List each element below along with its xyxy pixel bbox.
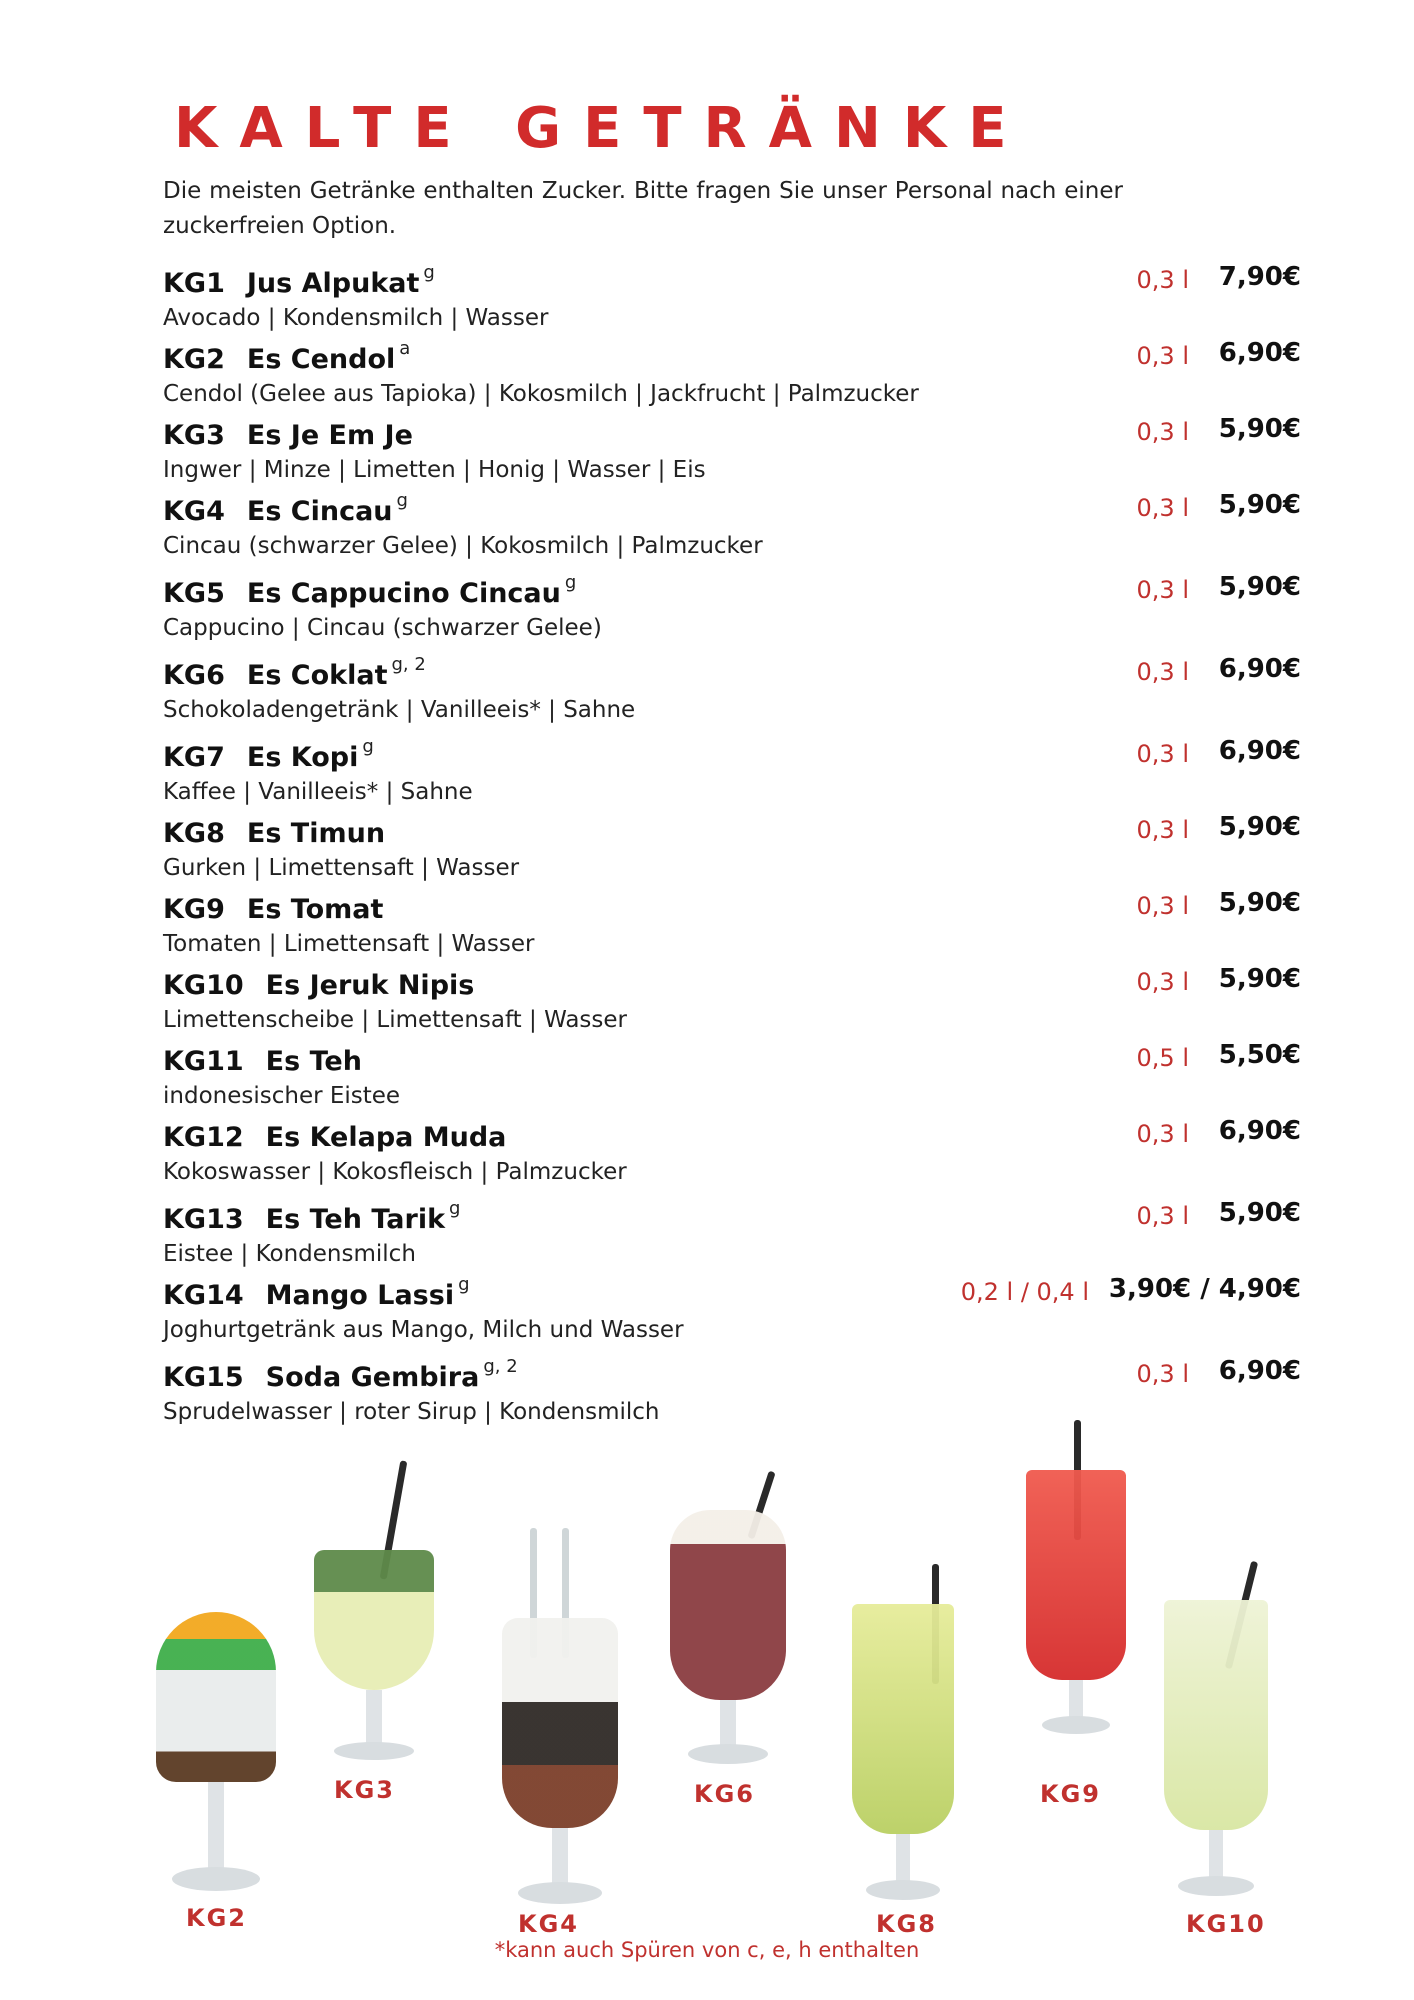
item-description: Gurken | Limettensaft | Wasser — [163, 855, 520, 881]
item-size: 0,2 l / 0,4 l — [960, 1278, 1089, 1306]
item-name: Es Kelapa Muda — [265, 1122, 507, 1153]
menu-item — [163, 654, 1301, 736]
intro-text: Die meisten Getränke enthalten Zucker. Bitte fragen Sie unser Personal nach einer zuckerfreien Option. — [163, 178, 1123, 239]
item-size: 0,3 l — [1136, 266, 1189, 294]
item-price: 6,90€ — [1218, 1356, 1301, 1386]
menu-item — [163, 736, 1301, 812]
item-code: KG6 — [163, 660, 225, 691]
item-size: 0,3 l — [1136, 494, 1189, 522]
footnote: *kann auch Spüren von c, e, h enthalten — [494, 1938, 920, 1962]
item-name: Es Cappucino Cincau — [246, 578, 561, 609]
photo-label-kg3: KG3 — [334, 1776, 395, 1804]
photo-label-kg4: KG4 — [518, 1910, 579, 1938]
item-name: Es Jeruk Nipis — [265, 970, 475, 1001]
item-description: Sprudelwasser | roter Sirup | Kondensmilch — [163, 1399, 660, 1425]
item-description: Tomaten | Limettensaft | Wasser — [163, 931, 535, 957]
item-code: KG10 — [163, 970, 244, 1001]
item-description: Cappucino | Cincau (schwarzer Gelee) — [163, 615, 602, 641]
allergen-mark: g — [449, 1198, 461, 1219]
item-price: 5,90€ — [1218, 964, 1301, 994]
menu-item — [163, 414, 1301, 490]
drink-photo-kg6 — [670, 1470, 786, 1770]
allergen-mark: a — [399, 338, 411, 359]
item-name: Es Cendol — [246, 344, 396, 375]
item-description: Schokoladengetränk | Vanilleeis* | Sahne — [163, 697, 636, 723]
item-price: 6,90€ — [1218, 338, 1301, 368]
item-code: KG1 — [163, 268, 225, 299]
item-name: Es Teh — [265, 1046, 362, 1077]
item-code: KG8 — [163, 818, 225, 849]
menu-item — [163, 262, 1301, 338]
item-price: 5,90€ — [1218, 572, 1301, 602]
page-title: KALTE GETRÄNKE — [174, 96, 1029, 161]
menu-item — [163, 888, 1301, 964]
item-description: Limettenscheibe | Limettensaft | Wasser — [163, 1007, 628, 1033]
item-code: KG2 — [163, 344, 225, 375]
item-code: KG11 — [163, 1046, 244, 1077]
item-name: Mango Lassi — [265, 1280, 455, 1311]
allergen-mark: g — [564, 572, 577, 593]
item-name: Jus Alpukat — [246, 268, 420, 299]
menu-item — [163, 1274, 1301, 1356]
item-name: Soda Gembira — [265, 1362, 480, 1393]
item-description: Avocado | Kondensmilch | Wasser — [163, 305, 549, 331]
item-description: Ingwer | Minze | Limetten | Honig | Wasser | Eis — [163, 457, 706, 483]
allergen-mark: g — [458, 1274, 470, 1295]
allergen-mark: g — [362, 736, 374, 757]
item-size: 0,3 l — [1136, 576, 1189, 604]
item-name: Es Teh Tarik — [265, 1204, 446, 1235]
item-name: Es Kopi — [246, 742, 359, 773]
drink-menu — [163, 262, 1301, 1438]
menu-item — [163, 338, 1301, 414]
item-name: Es Timun — [246, 818, 386, 849]
item-description: Kaffee | Vanilleeis* | Sahne — [163, 779, 473, 805]
item-description: Eistee | Kondensmilch — [163, 1241, 416, 1267]
item-size: 0,3 l — [1136, 342, 1189, 370]
photo-label-kg2: KG2 — [186, 1904, 247, 1932]
photo-label-kg8: KG8 — [876, 1910, 937, 1938]
item-name: Es Je Em Je — [246, 420, 413, 451]
item-code: KG5 — [163, 578, 225, 609]
item-name: Es Coklat — [246, 660, 388, 691]
item-price: 6,90€ — [1218, 654, 1301, 684]
item-price: 5,90€ — [1218, 414, 1301, 444]
allergen-mark: g, 2 — [483, 1356, 518, 1377]
item-name: Es Cincau — [246, 496, 393, 527]
item-size: 0,3 l — [1136, 892, 1189, 920]
item-price: 6,90€ — [1218, 736, 1301, 766]
item-description: indonesischer Eistee — [163, 1083, 401, 1109]
item-description: Cendol (Gelee aus Tapioka) | Kokosmilch | Jackfrucht | Palmzucker — [163, 381, 919, 407]
item-price: 5,90€ — [1218, 490, 1301, 520]
allergen-mark: g — [396, 490, 408, 511]
item-price: 5,90€ — [1218, 1198, 1301, 1228]
menu-item — [163, 1356, 1301, 1438]
item-code: KG4 — [163, 496, 225, 527]
menu-item — [163, 1116, 1301, 1198]
item-code: KG13 — [163, 1204, 244, 1235]
photo-label-kg10: KG10 — [1186, 1910, 1266, 1938]
item-code: KG9 — [163, 894, 225, 925]
item-description: Cincau (schwarzer Gelee) | Kokosmilch | Palmzucker — [163, 533, 763, 559]
item-description: Joghurtgetränk aus Mango, Milch und Wasser — [163, 1317, 684, 1343]
item-price: 5,90€ — [1218, 812, 1301, 842]
menu-item — [163, 1040, 1301, 1116]
item-size: 0,5 l — [1136, 1044, 1189, 1072]
item-code: KG3 — [163, 420, 225, 451]
item-price: 3,90€ / 4,90€ — [1108, 1274, 1301, 1304]
item-code: KG15 — [163, 1362, 244, 1393]
drink-photo-kg3 — [314, 1460, 434, 1760]
item-price: 6,90€ — [1218, 1116, 1301, 1146]
item-price: 5,90€ — [1218, 888, 1301, 918]
item-size: 0,3 l — [1136, 1120, 1189, 1148]
item-description: Kokoswasser | Kokosfleisch | Palmzucker — [163, 1159, 627, 1185]
item-code: KG7 — [163, 742, 225, 773]
item-price: 7,90€ — [1218, 262, 1301, 292]
photo-label-kg9: KG9 — [1040, 1780, 1101, 1808]
drink-photo-kg2 — [152, 1612, 280, 1902]
menu-item — [163, 490, 1301, 572]
menu-item — [163, 1198, 1301, 1274]
menu-item — [163, 812, 1301, 888]
item-size: 0,3 l — [1136, 968, 1189, 996]
allergen-mark: g — [423, 262, 435, 283]
menu-item — [163, 964, 1301, 1040]
item-code: KG12 — [163, 1122, 244, 1153]
drink-photo-kg9 — [1026, 1420, 1126, 1760]
item-size: 0,3 l — [1136, 1202, 1189, 1230]
item-code: KG14 — [163, 1280, 244, 1311]
allergen-mark: g, 2 — [391, 654, 426, 675]
item-size: 0,3 l — [1136, 740, 1189, 768]
photo-label-kg6: KG6 — [694, 1780, 755, 1808]
drink-photo-kg4 — [500, 1528, 620, 1916]
drink-photo-kg10 — [1164, 1560, 1268, 1910]
item-size: 0,3 l — [1136, 1360, 1189, 1388]
menu-item — [163, 572, 1301, 654]
item-name: Es Tomat — [246, 894, 384, 925]
item-price: 5,50€ — [1218, 1040, 1301, 1070]
item-size: 0,3 l — [1136, 816, 1189, 844]
item-size: 0,3 l — [1136, 658, 1189, 686]
drink-photo-kg8 — [852, 1564, 954, 1914]
item-size: 0,3 l — [1136, 418, 1189, 446]
